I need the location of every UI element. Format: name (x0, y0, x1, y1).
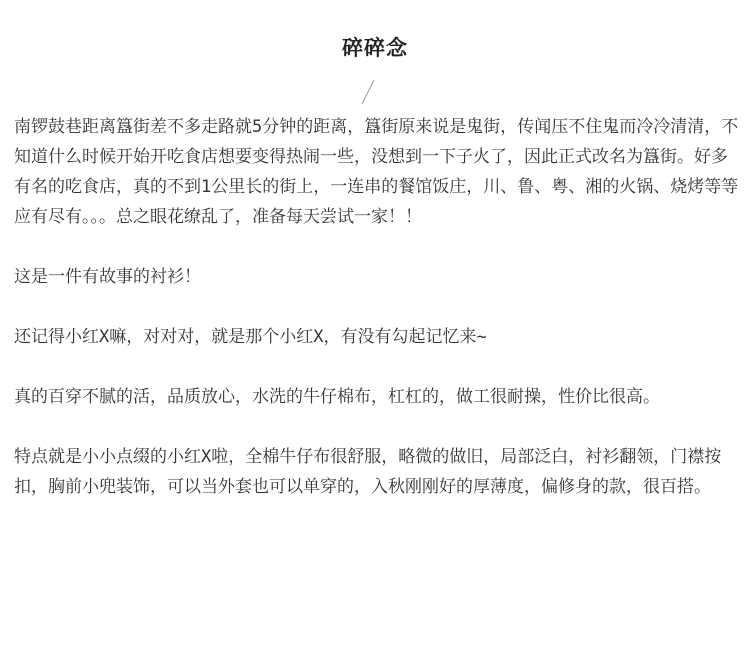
article-title: 碎碎念 (342, 35, 408, 60)
paragraph-features: 特点就是小小点缀的小红X啦，全棉牛仔布很舒服，略微的做旧，局部泛白，衬衫翻领，门襟按扣，胸前小兜装饰，可以当外套也可以单穿的，入秋刚刚好的厚薄度，偏修身的款，很百搭。 (14, 447, 722, 497)
slash-divider-icon (361, 79, 375, 105)
paragraph-memory: 还记得小红X嘛，对对对，就是那个小红X，有没有勾起记忆来~ (14, 327, 487, 347)
article-body (14, 112, 740, 532)
paragraph-intro: 南锣鼓巷距离簋街差不多走路就5分钟的距离，簋街原来说是鬼街，传闻压不住鬼而冷冷清清，不知道什么时候开始开吃食店想要变得热闹一些，没想到一下子火了，因此正式改名为簋街。好多有名的吃食店，真的不到1公里长的街上，一连串的餐馆饭庄，川、鲁、粤、湘的火锅、烧烤等等应有尽有。。。总之眼花缭乱了，准备每天尝试一家！！ (14, 117, 739, 227)
paragraph-quality: 真的百穿不腻的活，品质放心，水洗的牛仔棉布，杠杠的，做工很耐操，性价比很高。 (14, 387, 660, 407)
paragraph-story: 这是一件有故事的衬衫！ (14, 267, 201, 287)
